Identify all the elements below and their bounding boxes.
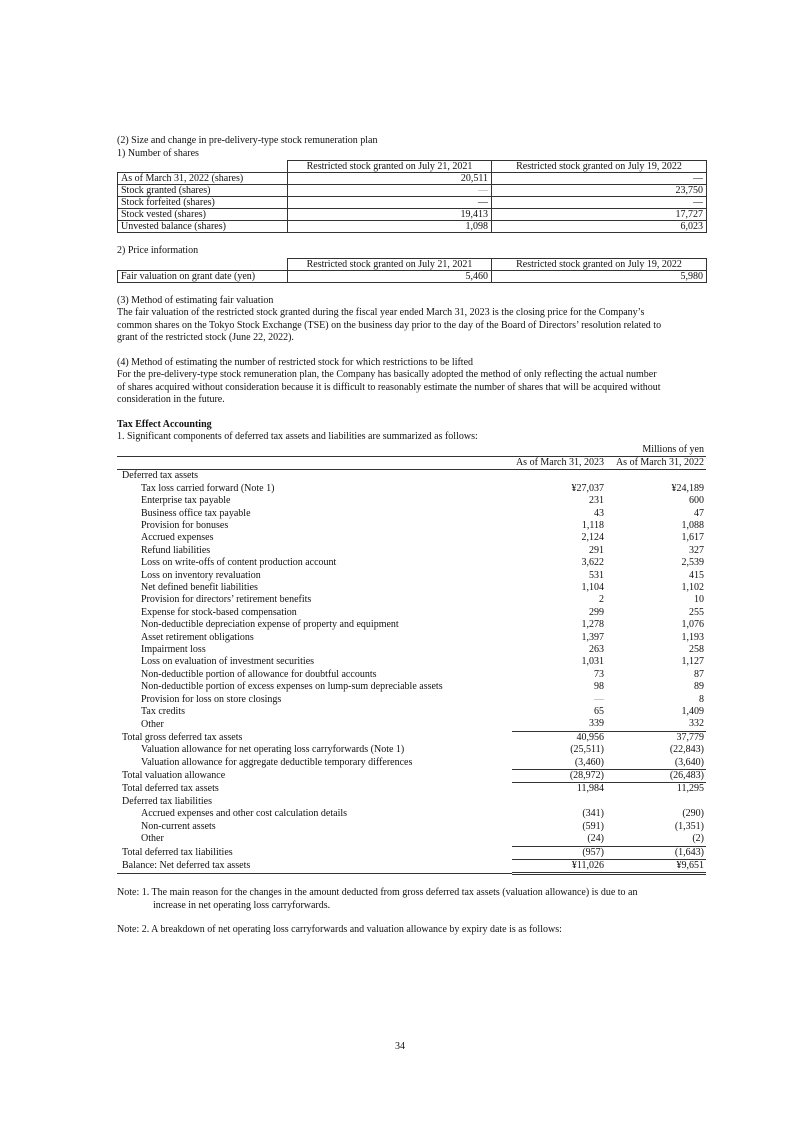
row-label: Valuation allowance for aggregate deductible temporary differences (141, 756, 413, 768)
cell-value: 3,622 (581, 557, 604, 569)
cell-value: 1,409 (681, 706, 704, 718)
section3-text: grant of the restricted stock (June 22, 2022). (117, 332, 294, 343)
table-row (117, 582, 706, 594)
row-label: Total deferred tax liabilities (122, 846, 233, 858)
section2-title: (2) Size and change in pre-delivery-type stock remuneration plan (117, 135, 378, 146)
cell-value: (341) (582, 808, 604, 820)
subtotal-row (117, 731, 706, 744)
cell-value: 255 (689, 606, 704, 618)
row-label: Fair valuation on grant date (yen) (118, 270, 288, 282)
cell-value: 11,984 (576, 783, 604, 795)
column-header: Restricted stock granted on July 21, 2021 (288, 258, 492, 270)
row-label: Accrued expenses (141, 532, 214, 544)
cell-value: (22,843) (669, 744, 704, 756)
note-1-continued: increase in net operating loss carryforwards. (153, 899, 331, 911)
column-header: Restricted stock granted on July 21, 2021 (288, 161, 492, 173)
page-number: 34 (395, 1041, 405, 1052)
document-page (117, 135, 706, 937)
cell-value: — (492, 197, 707, 209)
cell-value: (3,640) (606, 757, 706, 770)
row-label: Tax loss carried forward (Note 1) (141, 482, 275, 494)
row-label: Provision for loss on store closings (141, 693, 282, 705)
cell-value: 1,278 (581, 619, 604, 631)
cell-value: 5,980 (492, 270, 707, 282)
cell-value: 43 (594, 507, 604, 519)
table-row (117, 644, 706, 656)
table-header-row (117, 456, 706, 469)
table-row (117, 520, 706, 532)
subtotal-row (117, 783, 706, 796)
cell-value: 2,124 (581, 532, 604, 544)
table-row (117, 694, 706, 706)
cell-value: 291 (589, 544, 604, 556)
table-row (117, 833, 706, 846)
table-row (117, 757, 706, 770)
note-2: Note: 2. A breakdown of net operating loss carryforwards and valuation allowance by expiry date is as follows: (117, 924, 562, 936)
section4-title: (4) Method of estimating the number of restricted stock for which restrictions to be lifted (117, 356, 474, 368)
row-label: Tax credits (141, 706, 186, 718)
cell-value: 327 (689, 544, 704, 556)
column-header: Restricted stock granted on July 19, 2022 (492, 258, 707, 270)
table-row (118, 270, 707, 282)
table-row (118, 185, 707, 197)
row-label: Valuation allowance for net operating loss carryforwards (Note 1) (141, 744, 405, 756)
shares-subtitle: 1) Number of shares (117, 147, 199, 159)
table-row (117, 821, 706, 833)
row-label: Loss on inventory revaluation (141, 569, 261, 581)
cell-value: 1,088 (681, 519, 704, 531)
shares-table (117, 160, 707, 233)
row-label: Net defined benefit liabilities (141, 581, 258, 593)
cell-value: 87 (694, 668, 704, 680)
cell-value: (28,972) (512, 770, 606, 783)
cell-value: 73 (594, 668, 604, 680)
row-label: Loss on evaluation of investment securities (141, 656, 315, 668)
cell-value: (1,643) (606, 846, 706, 859)
cell-value: 263 (589, 644, 604, 655)
cell-value: ¥11,026 (512, 859, 606, 873)
table-row (117, 594, 706, 606)
cell-value: 2 (599, 594, 604, 606)
cell-value: 19,413 (288, 209, 492, 221)
cell-value: 1,193 (681, 631, 704, 643)
row-label: Enterprise tax payable (141, 495, 231, 507)
table-row (117, 681, 706, 693)
row-label: Total deferred tax assets (122, 783, 219, 795)
cell-value: 1,397 (581, 631, 604, 643)
group-header: Deferred tax liabilities (122, 795, 212, 807)
deferred-tax-table (117, 444, 706, 876)
row-label: Balance: Net deferred tax assets (117, 859, 512, 873)
row-label: Stock vested (shares) (118, 209, 288, 221)
cell-value: (2) (606, 833, 706, 846)
table-row (118, 221, 707, 233)
cell-value: 1,076 (681, 619, 704, 631)
unit-row (117, 444, 706, 457)
cell-value: (1,351) (674, 820, 704, 832)
table-row (117, 495, 706, 507)
cell-value: — (492, 173, 707, 185)
table-row (117, 808, 706, 820)
row-label: Impairment loss (141, 644, 206, 655)
row-label: As of March 31, 2022 (shares) (118, 173, 288, 185)
section3-text: common shares on the Tokyo Stock Exchange (TSE) on the business day prior to the day of the Board of Directors’ resolution related to (117, 319, 662, 331)
row-label: Stock granted (shares) (118, 185, 288, 197)
row-label: Refund liabilities (141, 544, 211, 556)
cell-value: 339 (512, 718, 606, 731)
cell-value: (957) (512, 846, 606, 859)
cell-value: ¥24,189 (671, 482, 704, 494)
cell-value: (290) (682, 808, 704, 820)
cell-value: (591) (582, 820, 604, 832)
cell-value: 40,956 (576, 731, 604, 743)
table-row (117, 545, 706, 557)
cell-value: ¥9,651 (606, 859, 706, 873)
table-row (117, 607, 706, 619)
row-label: Non-deductible portion of allowance for doubtful accounts (141, 668, 377, 680)
cell-value: 1,127 (681, 656, 704, 668)
cell-value: 299 (589, 606, 604, 618)
row-label: Business office tax payable (141, 507, 251, 519)
column-header: Restricted stock granted on July 19, 2022 (492, 161, 707, 173)
row-label: Total gross deferred tax assets (122, 731, 243, 743)
row-label: Non-current assets (141, 820, 216, 832)
table-row (117, 656, 706, 668)
price-table (117, 258, 707, 283)
subtotal-row (117, 846, 706, 859)
section3-title: (3) Method of estimating fair valuation (117, 294, 274, 306)
table-header-row (118, 258, 707, 270)
cell-value: — (288, 185, 492, 197)
table-row (117, 570, 706, 582)
cell-value: 8 (699, 693, 704, 705)
section4-text: consideration in the future. (117, 394, 225, 405)
cell-value: 2,539 (681, 557, 704, 569)
cell-value: 6,023 (492, 221, 707, 233)
column-header: As of March 31, 2022 (606, 456, 706, 469)
table-row (117, 619, 706, 631)
cell-value: 332 (606, 718, 706, 731)
table-row (117, 669, 706, 681)
row-label: Other (141, 718, 164, 730)
cell-value: 65 (594, 706, 604, 718)
section4-text: of shares acquired without consideration because it is difficult to reasonably estimate the number of shares that will be acquired without (117, 381, 661, 393)
table-row (118, 173, 707, 185)
row-label: Stock forfeited (shares) (118, 197, 288, 209)
cell-value: (25,511) (570, 744, 604, 756)
cell-value: 98 (594, 681, 604, 693)
table-row (117, 508, 706, 520)
cell-value: 10 (694, 594, 704, 606)
cell-value: 20,511 (288, 173, 492, 185)
unit-label: Millions of yen (642, 443, 704, 455)
cell-value: — (594, 693, 604, 705)
tax-intro: 1. Significant components of deferred tax assets and liabilities are summarized as follows: (117, 431, 478, 442)
cell-value: 415 (689, 569, 704, 581)
table-row (118, 209, 707, 221)
table-row (117, 706, 706, 718)
section4-text: For the pre-delivery-type stock remuneration plan, the Company has basically adopted the method of only reflecting the actual number (117, 369, 657, 380)
row-label: Provision for bonuses (141, 519, 229, 531)
row-label: Unvested balance (shares) (118, 221, 288, 233)
row-label: Expense for stock-based compensation (141, 606, 297, 618)
cell-value: (24) (512, 833, 606, 846)
cell-value: 600 (689, 495, 704, 507)
cell-value: ¥27,037 (571, 482, 604, 494)
cell-value: 1,617 (681, 532, 704, 544)
cell-value: 1,102 (681, 581, 704, 593)
table-row (117, 632, 706, 644)
cell-value: (26,483) (606, 770, 706, 783)
cell-value: 1,031 (581, 656, 604, 668)
cell-value: 531 (589, 569, 604, 581)
cell-value: 37,779 (676, 731, 704, 743)
cell-value: 258 (689, 644, 704, 655)
table-header-row (118, 161, 707, 173)
subtotal-row (117, 770, 706, 783)
cell-value: 1,098 (288, 221, 492, 233)
cell-value: 89 (694, 681, 704, 693)
table-row (117, 796, 706, 808)
cell-value: 231 (589, 495, 604, 507)
table-row (117, 470, 706, 483)
cell-value: 1,104 (581, 581, 604, 593)
cell-value: 5,460 (288, 270, 492, 282)
column-header: As of March 31, 2023 (512, 456, 606, 469)
cell-value: — (288, 197, 492, 209)
row-label: Other (141, 833, 164, 845)
note-1: Note: 1. The main reason for the changes in the amount deducted from gross deferred tax assets (valuation allowance) is due to an (117, 887, 638, 899)
price-subtitle: 2) Price information (117, 245, 199, 256)
row-label: Accrued expenses and other cost calculation details (141, 808, 348, 820)
row-label: Asset retirement obligations (141, 631, 254, 643)
row-label: Total valuation allowance (122, 770, 226, 782)
total-row (117, 859, 706, 873)
row-label: Loss on write-offs of content production account (141, 557, 337, 569)
cell-value: 47 (694, 507, 704, 519)
table-row (117, 718, 706, 731)
section3-text: The fair valuation of the restricted stock granted during the fiscal year ended March 31, 2023 is the closing price for the Company’s (117, 307, 645, 318)
cell-value: 1,118 (581, 519, 604, 531)
table-row (117, 744, 706, 756)
row-label: Non-deductible depreciation expense of property and equipment (141, 619, 399, 631)
tax-section-title: Tax Effect Accounting (117, 418, 212, 430)
table-row (117, 532, 706, 544)
cell-value: (3,460) (512, 757, 606, 770)
table-row (117, 557, 706, 569)
cell-value: 23,750 (492, 185, 707, 197)
group-header: Deferred tax assets (122, 470, 199, 482)
cell-value: 17,727 (492, 209, 707, 221)
table-row (117, 483, 706, 495)
table-row (118, 197, 707, 209)
row-label: Provision for directors’ retirement benefits (141, 594, 312, 606)
cell-value: 11,295 (676, 783, 704, 795)
row-label: Non-deductible portion of excess expenses on lump-sum depreciable assets (141, 681, 443, 693)
